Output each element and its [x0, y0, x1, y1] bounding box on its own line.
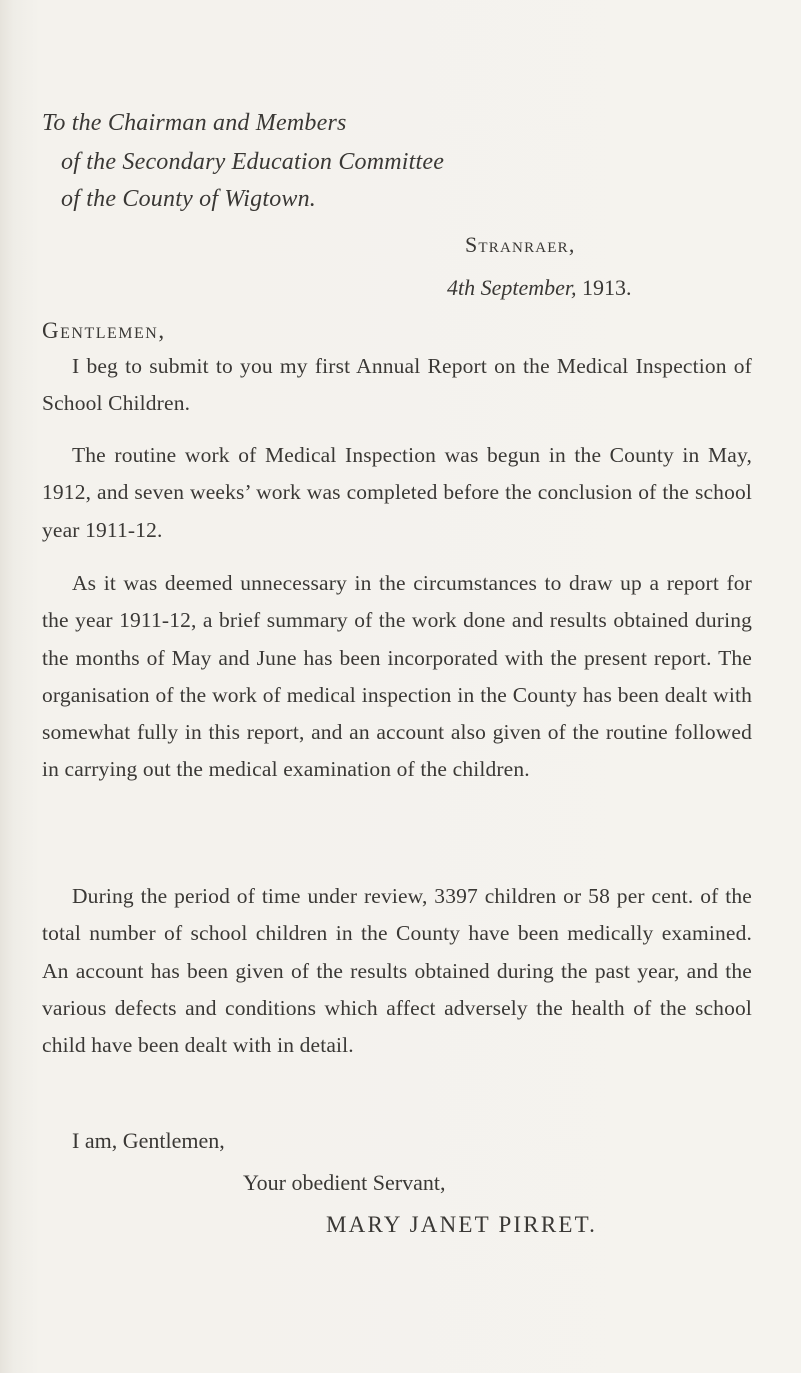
salutation: Gentlemen,: [42, 318, 166, 343]
paragraph-1: I beg to submit to you my first Annual Report on the Medical Inspection of School Children.: [42, 354, 752, 416]
letter-date-year: 1913.: [576, 275, 632, 300]
closing-line-2: Your obedient Servant,: [243, 1170, 446, 1195]
letter-date: [447, 275, 632, 301]
paragraph-3: As it was deemed unnecessary in the circumstances to draw up a report for the year 1911-12, a brief summary of the work done and results obtained during the months of May and June has been incorporated with the present report. The organisation of the work of medical inspection in the County has been dealt with somewhat fully in this report, and an account also given of the routine followed in carrying out the medical examination of the children.: [42, 571, 752, 782]
address-line-2: of the Secondary Education Committee: [61, 149, 445, 175]
letter-place: Stranraer,: [465, 232, 576, 257]
paragraph-2: The routine work of Medical Inspection was begun in the County in May, 1912, and seven weeks’ work was completed before the conclusion of the school year 1911-12.: [42, 443, 752, 542]
address-line-3: of the County of Wigtown.: [61, 186, 316, 212]
letter-date-day: 4th September,: [447, 275, 577, 300]
closing-line-1: I am, Gentlemen,: [72, 1128, 225, 1153]
signature: MARY JANET PIRRET.: [326, 1212, 598, 1237]
paragraph-4: During the period of time under review, 3397 children or 58 per cent. of the total number of school children in the County have been medically examined. An account has been given of the results obtained during the past year, and the various defects and conditions which affect adversely the health of the school child have been dealt with in detail.: [42, 884, 752, 1058]
address-line-1: To the Chairman and Members: [42, 110, 347, 136]
